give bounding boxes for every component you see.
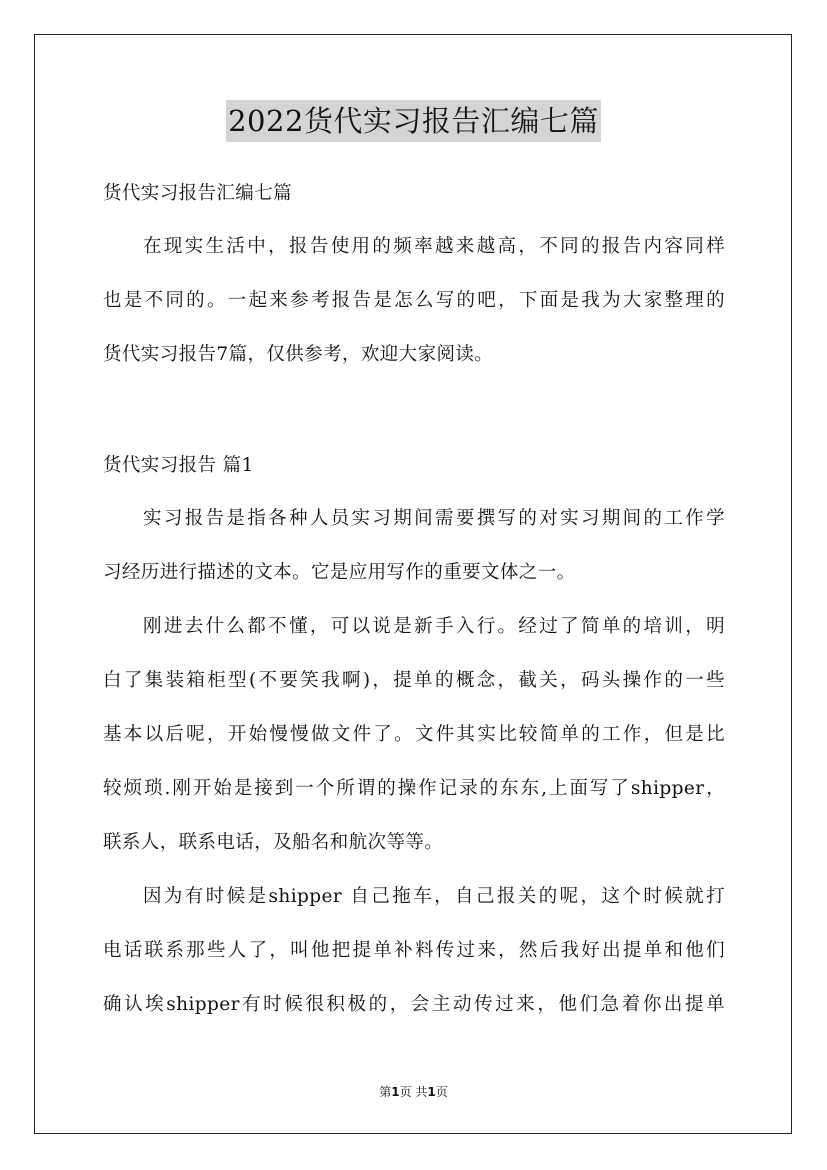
para1-line-2: 习经历进行描述的文本。它是应用写作的重要文体之一。 <box>103 562 576 583</box>
page-footer <box>0 1083 827 1101</box>
document-title: 2022货代实习报告汇编七篇 <box>226 100 601 142</box>
para2-line-2: 白了集装箱柜型(不要笑我啊)，提单的概念，截关，码头操作的一些 <box>103 670 725 691</box>
para2-line-4: 较烦琐.刚开始是接到一个所谓的操作记录的东东,上面写了shipper， <box>103 778 725 799</box>
para1-line-1: 实习报告是指各种人员实习期间需要撰写的对实习期间的工作学 <box>143 508 725 529</box>
footer-mid: 页 共 <box>399 1085 428 1099</box>
para3-line-1: 因为有时候是shipper 自己拖车，自己报关的呢，这个时候就打 <box>143 886 725 907</box>
footer-suffix: 页 <box>435 1085 448 1099</box>
para2-line-5: 联系人，联系电话，及船名和航次等等。 <box>103 832 444 853</box>
intro-line-1: 在现实生活中，报告使用的频率越来越高，不同的报告内容同样 <box>143 236 725 257</box>
para2-line-3: 基本以后呢，开始慢慢做文件了。文件其实比较简单的工作，但是比 <box>103 724 725 745</box>
footer-page-number: 1 <box>391 1085 400 1099</box>
section-heading: 货代实习报告 篇1 <box>103 455 254 476</box>
para3-line-3: 确认埃shipper有时候很积极的，会主动传过来，他们急着你出提单 <box>103 994 725 1015</box>
para3-line-2: 电话联系那些人了，叫他把提单补料传过来，然后我好出提单和他们 <box>103 940 725 961</box>
intro-line-2: 也是不同的。一起来参考报告是怎么写的吧，下面是我为大家整理的 <box>103 290 725 311</box>
para2-line-1: 刚进去什么都不懂，可以说是新手入行。经过了简单的培训，明 <box>143 616 725 637</box>
document-subtitle: 货代实习报告汇编七篇 <box>103 183 293 204</box>
intro-line-3: 货代实习报告7篇，仅供参考，欢迎大家阅读。 <box>103 344 494 365</box>
footer-prefix: 第 <box>379 1085 392 1099</box>
footer-total-pages: 1 <box>427 1085 436 1099</box>
title-container <box>0 100 827 142</box>
